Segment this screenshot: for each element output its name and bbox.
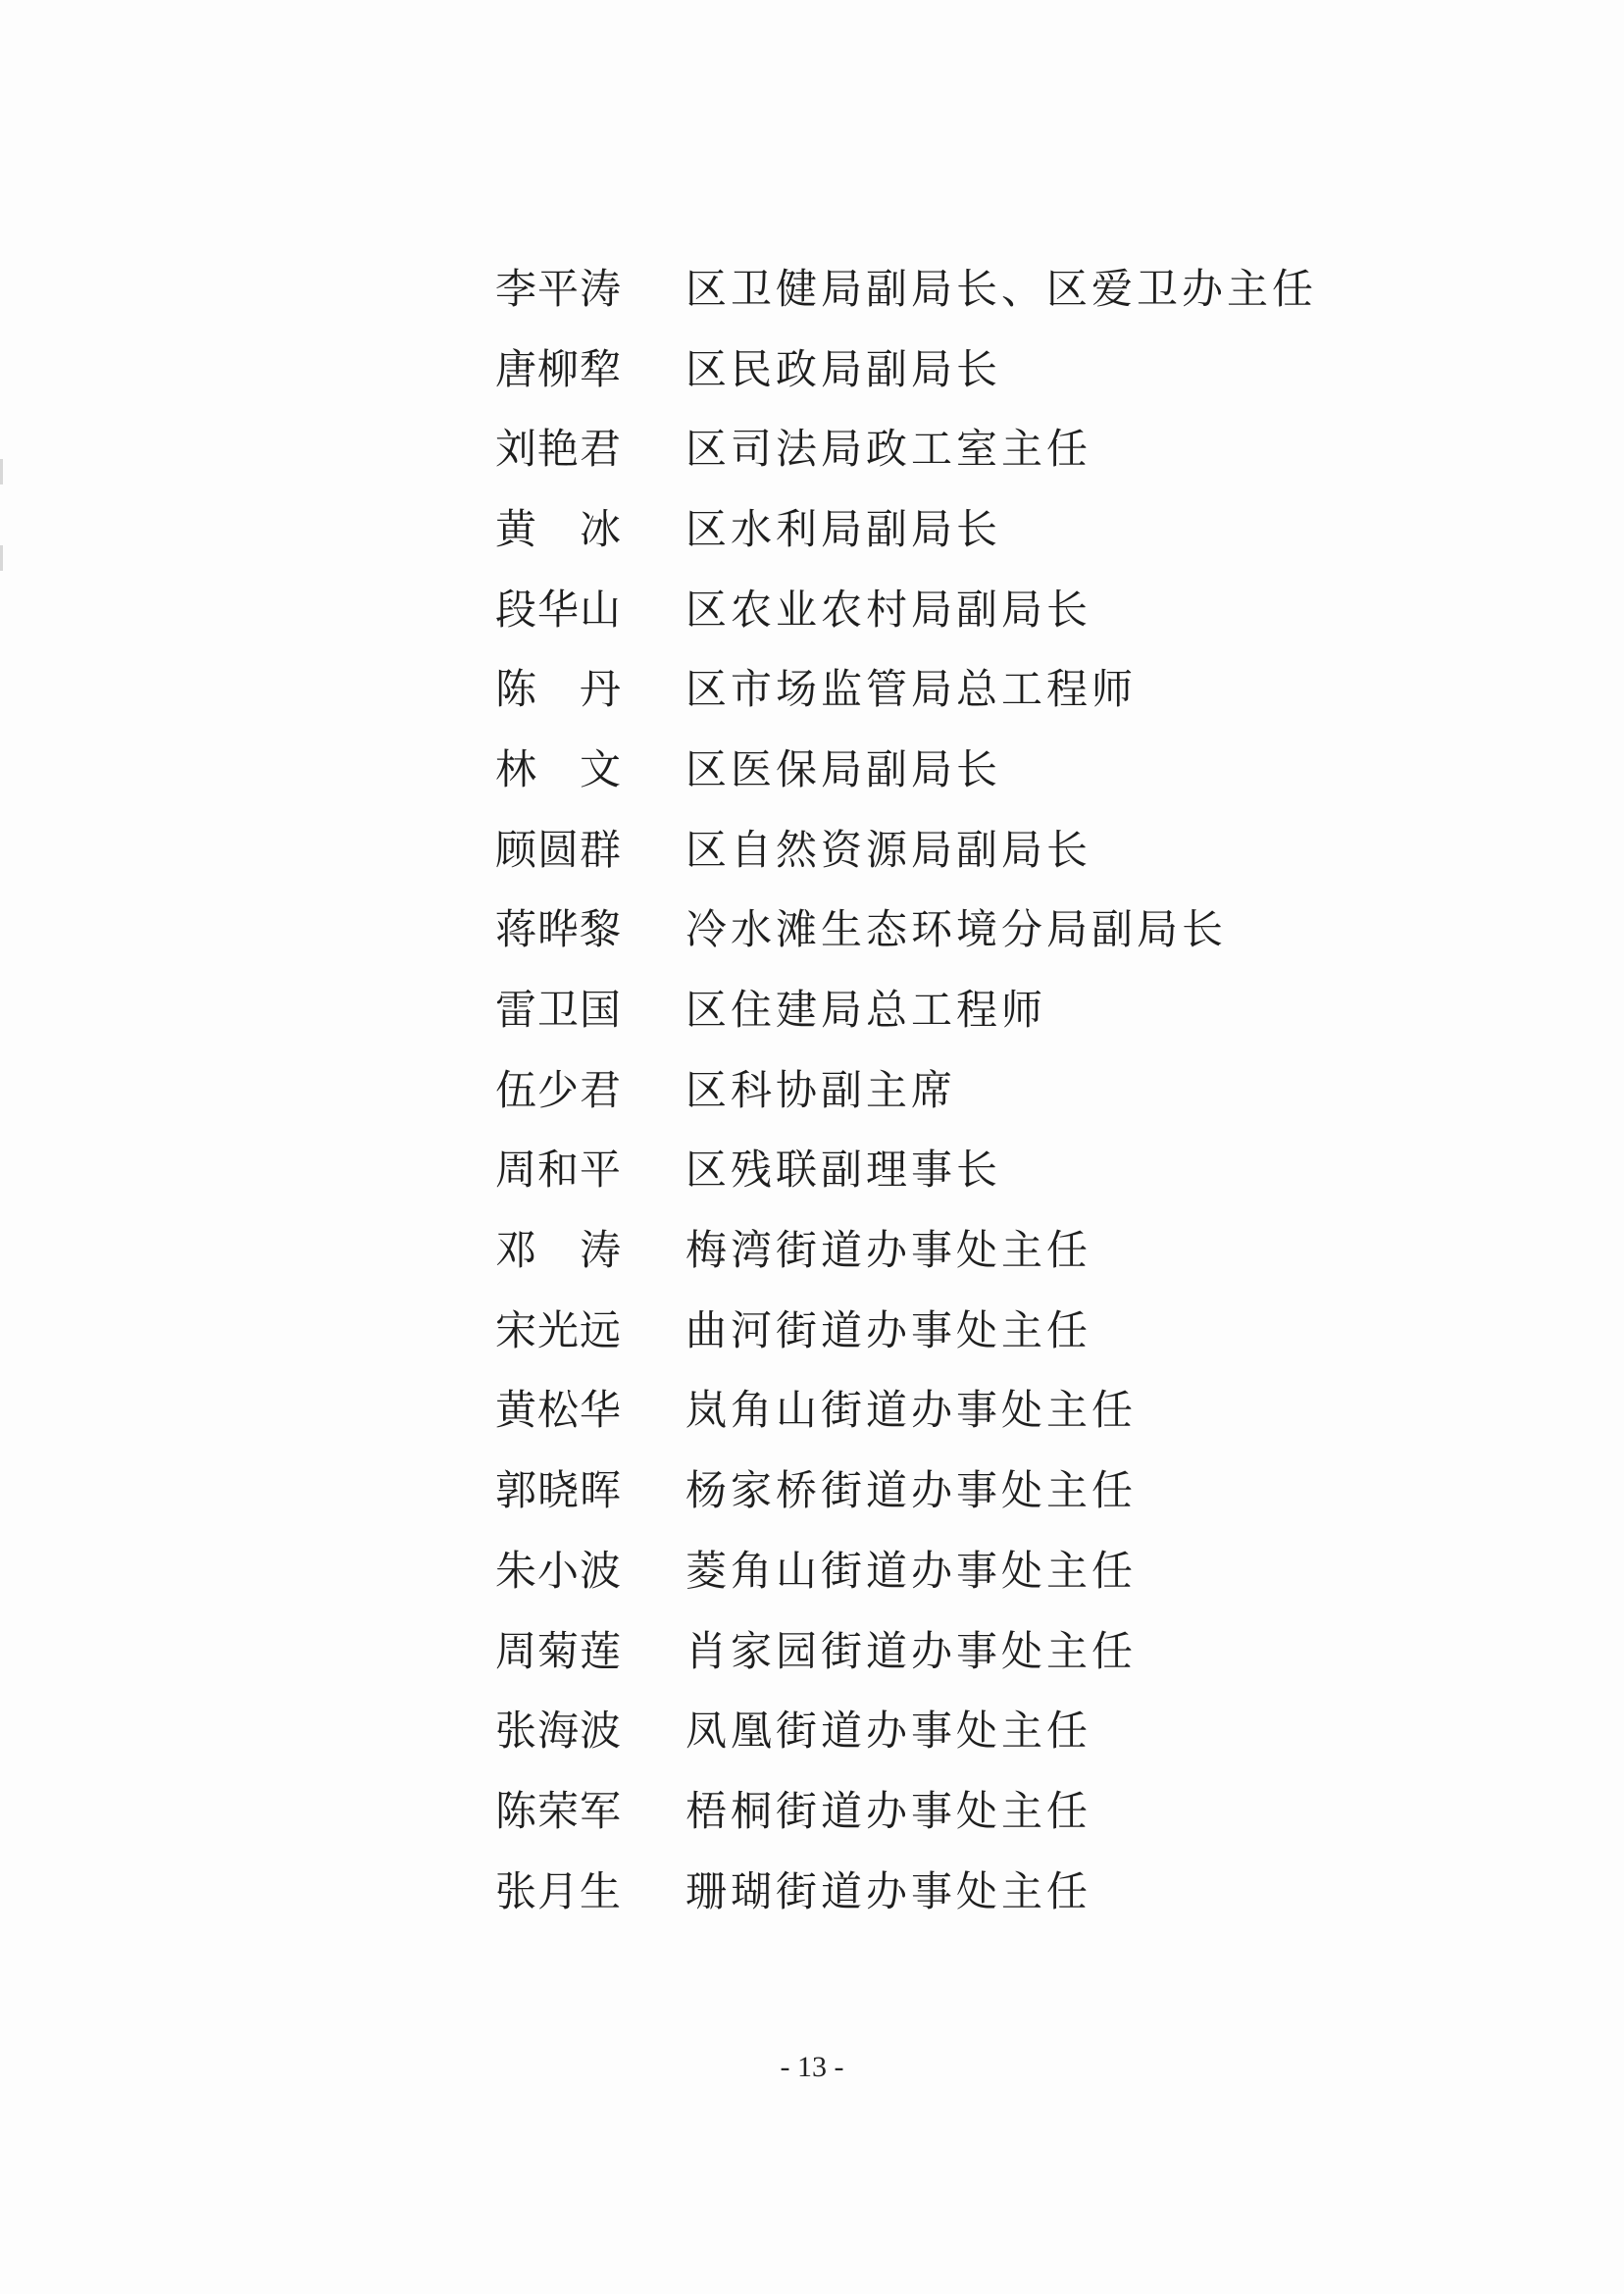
member-title: 珊瑚街道办事处主任 bbox=[685, 1866, 1092, 1915]
list-item bbox=[495, 1531, 1378, 1611]
member-title: 区卫健局副局长、区爱卫办主任 bbox=[685, 264, 1318, 313]
list-item bbox=[495, 330, 1378, 410]
member-name: 黄冰 bbox=[495, 504, 621, 553]
member-title: 区医保局副局长 bbox=[685, 744, 1002, 793]
list-item bbox=[495, 1050, 1378, 1131]
member-name: 张海波 bbox=[495, 1707, 621, 1756]
member-name: 周和平 bbox=[495, 1146, 621, 1195]
member-name: 刘艳君 bbox=[495, 425, 621, 474]
member-title: 区住建局总工程师 bbox=[685, 986, 1047, 1035]
list-item bbox=[495, 730, 1378, 810]
list-item bbox=[495, 1291, 1378, 1371]
member-title: 菱角山街道办事处主任 bbox=[685, 1546, 1138, 1595]
list-item bbox=[495, 1611, 1378, 1692]
list-item bbox=[495, 249, 1378, 330]
member-name: 蒋晔黎 bbox=[495, 905, 621, 954]
list-item bbox=[495, 1131, 1378, 1211]
member-name: 陈丹 bbox=[495, 665, 621, 714]
member-title: 区司法局政工室主任 bbox=[685, 425, 1092, 474]
member-name: 林文 bbox=[495, 744, 621, 793]
member-name: 李平涛 bbox=[495, 264, 621, 313]
member-title: 区水利局副局长 bbox=[685, 504, 1002, 553]
member-title: 区民政局副局长 bbox=[685, 344, 1002, 393]
member-title: 岚角山街道办事处主任 bbox=[685, 1386, 1138, 1435]
member-name: 雷卫国 bbox=[495, 986, 621, 1035]
list-item bbox=[495, 1371, 1378, 1452]
scan-edge-mark bbox=[0, 459, 3, 484]
member-title: 区科协副主席 bbox=[685, 1065, 957, 1114]
list-item bbox=[495, 649, 1378, 730]
member-name: 陈荣军 bbox=[495, 1786, 621, 1835]
member-title: 冷水滩生态环境分局副局长 bbox=[685, 905, 1228, 954]
member-name: 段华山 bbox=[495, 585, 621, 634]
list-item bbox=[495, 970, 1378, 1050]
member-name: 邓涛 bbox=[495, 1226, 621, 1275]
member-name: 黄松华 bbox=[495, 1386, 621, 1435]
list-item bbox=[495, 810, 1378, 891]
member-list bbox=[495, 249, 1378, 1931]
member-name: 朱小波 bbox=[495, 1546, 621, 1595]
member-title: 区残联副理事长 bbox=[685, 1146, 1002, 1195]
member-title: 区农业农村局副局长 bbox=[685, 585, 1092, 634]
list-item bbox=[495, 1852, 1378, 1932]
member-name: 张月生 bbox=[495, 1866, 621, 1915]
member-name: 唐柳犂 bbox=[495, 344, 621, 393]
member-name: 顾圆群 bbox=[495, 825, 621, 874]
list-item bbox=[495, 489, 1378, 570]
page-number: - 13 - bbox=[780, 2051, 844, 2083]
member-title: 区市场监管局总工程师 bbox=[685, 665, 1138, 714]
member-title: 曲河街道办事处主任 bbox=[685, 1305, 1092, 1354]
member-title: 肖家园街道办事处主任 bbox=[685, 1626, 1138, 1675]
member-title: 区自然资源局副局长 bbox=[685, 825, 1092, 874]
list-item bbox=[495, 1451, 1378, 1531]
member-title: 梧桐街道办事处主任 bbox=[685, 1786, 1092, 1835]
member-name: 周菊莲 bbox=[495, 1626, 621, 1675]
list-item bbox=[495, 1210, 1378, 1291]
member-name: 郭晓晖 bbox=[495, 1466, 621, 1515]
list-item bbox=[495, 1691, 1378, 1771]
list-item bbox=[495, 891, 1378, 971]
list-item bbox=[495, 1771, 1378, 1852]
list-item bbox=[495, 409, 1378, 489]
scan-edge-mark bbox=[0, 545, 3, 571]
member-title: 梅湾街道办事处主任 bbox=[685, 1226, 1092, 1275]
member-name: 宋光远 bbox=[495, 1305, 621, 1354]
member-name: 伍少君 bbox=[495, 1065, 621, 1114]
list-item bbox=[495, 570, 1378, 650]
member-title: 杨家桥街道办事处主任 bbox=[685, 1466, 1138, 1515]
member-title: 凤凰街道办事处主任 bbox=[685, 1707, 1092, 1756]
